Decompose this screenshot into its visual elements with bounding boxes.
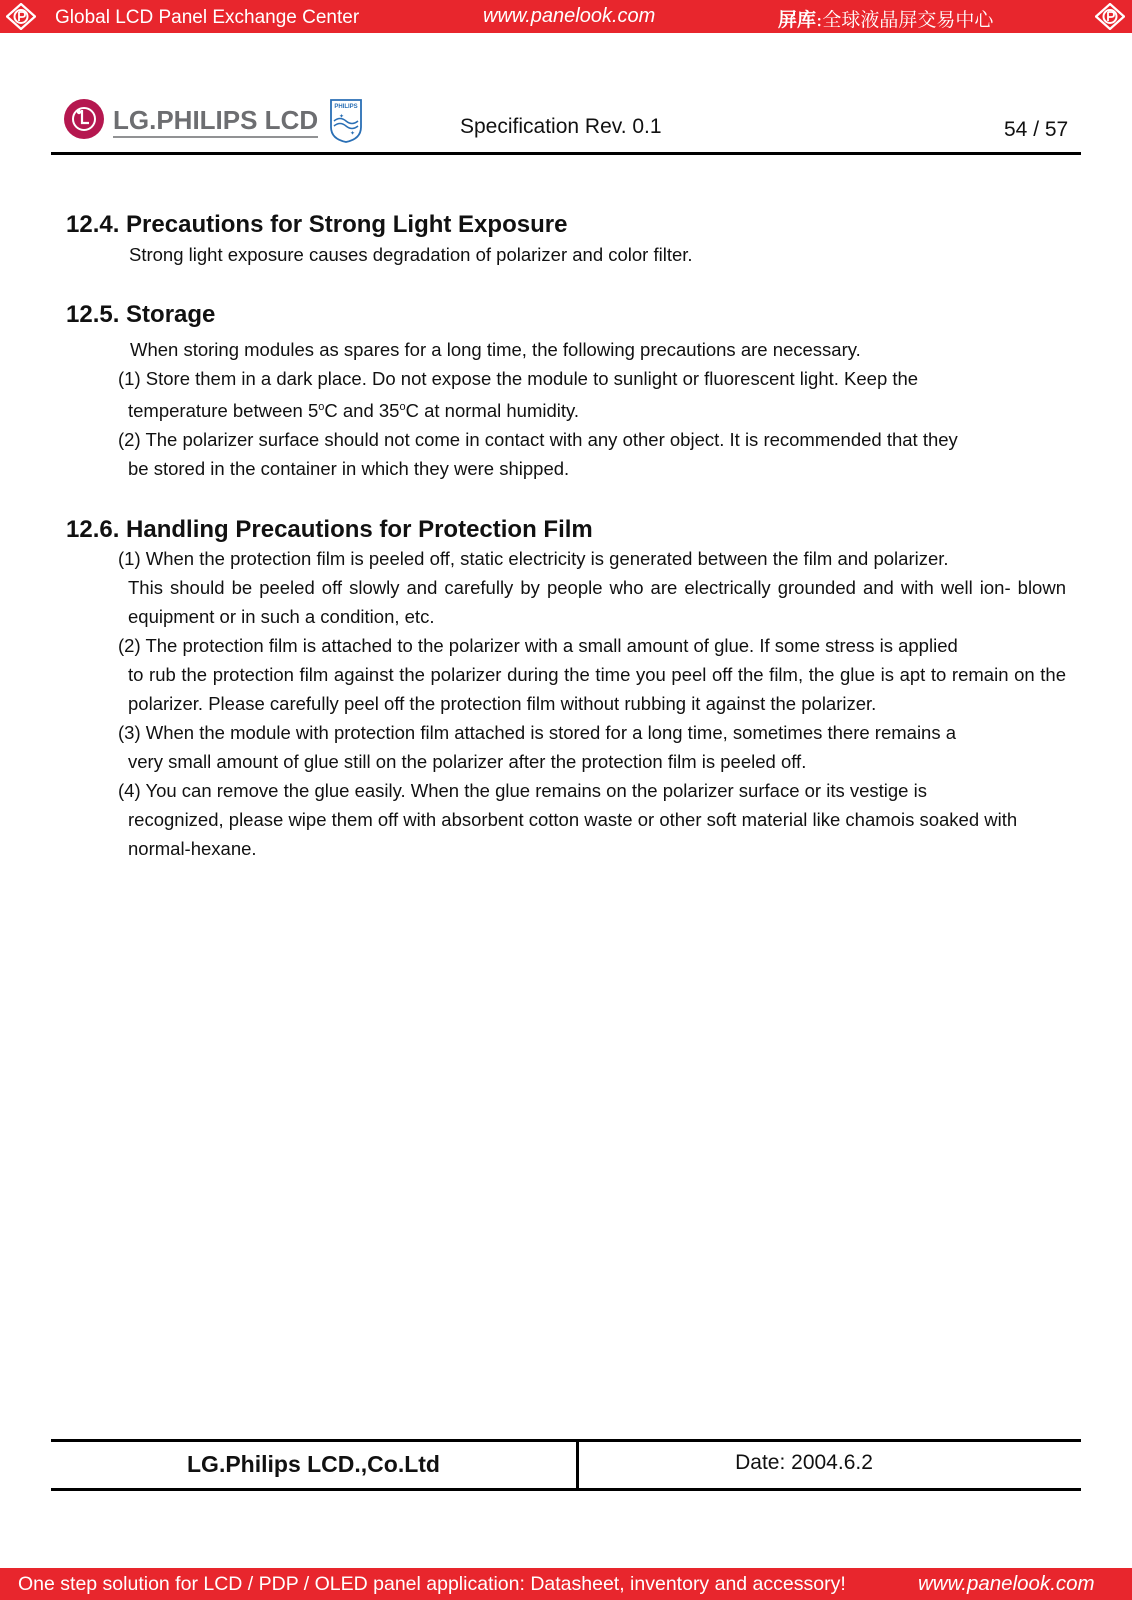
lg-philips-logo bbox=[63, 97, 373, 143]
svg-text:✦: ✦ bbox=[350, 131, 356, 137]
item-continuation: This should be peeled off slowly and carefully by people who are electrically grounded and with well ion- blown equipment or in such a condition, etc. bbox=[128, 577, 1066, 627]
banner-brand-name: 屏库 bbox=[778, 10, 817, 31]
panelook-logo-icon bbox=[6, 3, 36, 30]
panelook-logo-icon bbox=[1095, 3, 1125, 30]
footer-company-name: LG.Philips LCD.,Co.Ltd bbox=[187, 1451, 440, 1477]
list-item bbox=[66, 718, 1066, 776]
list-item bbox=[66, 544, 1066, 631]
section-paragraph: Strong light exposure causes degradation of polarizer and color filter. bbox=[129, 244, 693, 265]
item-text: When the module with protection film attached is stored for a long time, sometimes there remains a bbox=[145, 722, 957, 743]
banner-brand bbox=[778, 5, 993, 32]
item-text: The polarizer surface should not come in contact with any other object. It is recommended that they bbox=[145, 429, 958, 450]
philips-label: PHILIPS bbox=[334, 104, 358, 110]
footer-divider-bottom bbox=[51, 1488, 1081, 1491]
item-continuation: recognized, please wipe them off with absorbent cotton waste or other soft material like chamois soaked with normal-hexane. bbox=[128, 809, 1018, 859]
item-number: (2) bbox=[118, 429, 141, 450]
section-heading: 12.6. Handling Precautions for Protection Film bbox=[66, 516, 593, 543]
footer-divider-top bbox=[51, 1439, 1081, 1442]
item-continuation: to rub the protection film against the polarizer during the time you peel off the film, the glue is apt to remain on the polarizer. Please carefully peel off the protection film without rubbing it against the polarizer. bbox=[128, 664, 1066, 714]
degree-symbol: o bbox=[318, 401, 325, 413]
temp-text: C at normal humidity. bbox=[405, 400, 580, 421]
philips-shield-icon bbox=[331, 100, 361, 142]
item-continuation: be stored in the container in which they were shipped. bbox=[128, 458, 570, 479]
temp-text: temperature between 5 bbox=[128, 400, 319, 421]
section-heading: 12.4. Precautions for Strong Light Exposure bbox=[66, 211, 568, 238]
document-body bbox=[66, 210, 1066, 863]
item-number: (2) bbox=[118, 635, 141, 656]
footer-date: Date: 2004.6.2 bbox=[735, 1451, 873, 1474]
item-number: (4) bbox=[118, 780, 141, 801]
banner-brand-text: :全球液晶屏交易中心 bbox=[816, 9, 994, 31]
document-title: Specification Rev. 0.1 bbox=[460, 115, 662, 138]
item-continuation bbox=[118, 393, 1066, 425]
list-item bbox=[66, 631, 1066, 718]
item-text: When the protection film is peeled off, static electricity is generated between the film and polarizer. bbox=[145, 548, 949, 569]
item-number: (1) bbox=[118, 368, 141, 389]
list-item bbox=[66, 364, 1066, 425]
top-banner bbox=[0, 0, 1132, 33]
header-divider bbox=[51, 152, 1081, 155]
list-item bbox=[66, 776, 1066, 863]
item-text: The protection film is attached to the polarizer with a small amount of glue. If some stress is applied bbox=[145, 635, 958, 656]
section-heading: 12.5. Storage bbox=[66, 301, 216, 328]
item-text: You can remove the glue easily. When the glue remains on the polarizer surface or its vestige is bbox=[145, 780, 927, 801]
banner-url-link[interactable]: www.panelook.com bbox=[483, 5, 656, 27]
logo-text: LG.PHILIPS LCD bbox=[113, 105, 319, 135]
temp-text: C and 35 bbox=[324, 400, 400, 421]
bottom-banner bbox=[0, 1568, 1132, 1600]
section-paragraph: When storing modules as spares for a long time, the following precautions are necessary. bbox=[130, 339, 861, 360]
page-number: 54 / 57 bbox=[1004, 118, 1069, 141]
bottom-banner-url-link[interactable]: www.panelook.com bbox=[918, 1572, 1095, 1595]
item-number: (1) bbox=[118, 548, 141, 569]
list-item bbox=[66, 425, 1066, 483]
item-number: (3) bbox=[118, 722, 141, 743]
item-continuation: very small amount of glue still on the polarizer after the protection film is peeled off. bbox=[128, 751, 807, 772]
lg-logo-icon bbox=[64, 99, 104, 139]
degree-symbol: o bbox=[399, 401, 406, 413]
item-text: Store them in a dark place. Do not expose the module to sunlight or fluorescent light. Keep the bbox=[145, 368, 919, 389]
bottom-banner-text: One step solution for LCD / PDP / OLED panel application: Datasheet, inventory and accessory! bbox=[18, 1573, 846, 1595]
banner-tagline: Global LCD Panel Exchange Center bbox=[55, 7, 360, 28]
svg-text:✦: ✦ bbox=[339, 114, 345, 120]
